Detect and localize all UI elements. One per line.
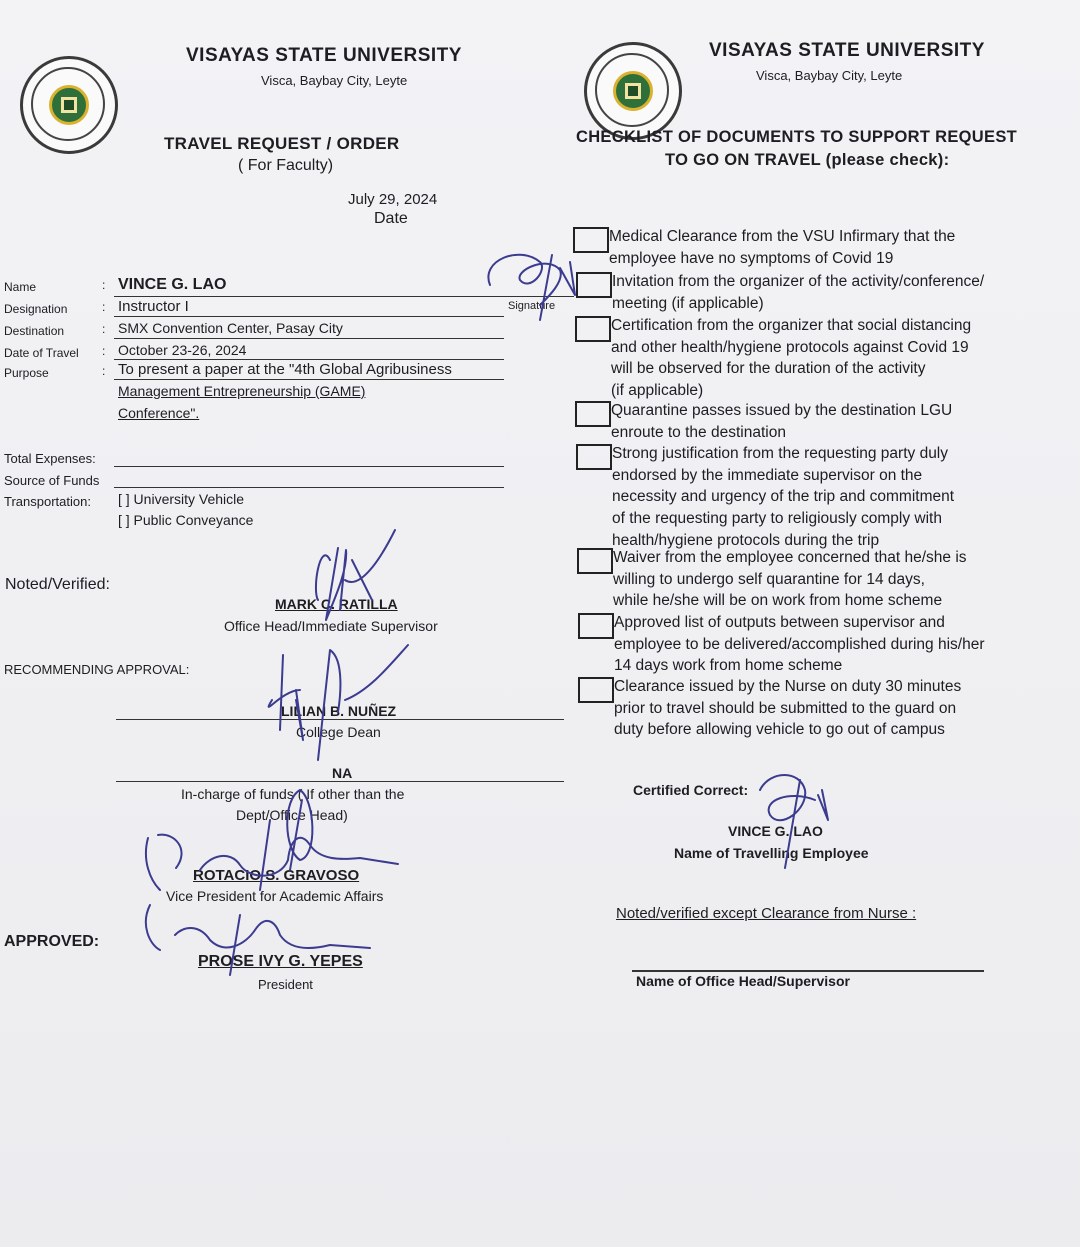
purpose-line-1: To present a paper at the "4th Global Agribusiness — [118, 361, 452, 378]
supervisor-name: MARK C. RATILLA — [275, 596, 398, 612]
destination-label: Destination — [4, 324, 65, 338]
dean-line — [116, 719, 564, 720]
purpose-underline — [114, 379, 504, 380]
designation-value: Instructor I — [118, 298, 189, 315]
transport-option-public-conveyance: [ ] Public Conveyance — [118, 512, 254, 528]
university-seal-right — [584, 42, 682, 140]
employee-name: VINCE G. LAO — [728, 823, 823, 839]
checklist-checkbox[interactable] — [578, 677, 614, 703]
checklist-item-text: employee to be delivered/accomplished during his/her — [614, 635, 985, 653]
checklist-item-text: Clearance issued by the Nurse on duty 30 minutes — [614, 678, 962, 695]
signature-funds-in-charge — [287, 790, 312, 870]
colon: : — [102, 322, 106, 336]
funds-line — [116, 781, 564, 782]
colon: : — [102, 364, 106, 378]
transportation-label: Transportation: — [4, 494, 91, 509]
dean-name: LILIAN B. NUÑEZ — [281, 703, 397, 719]
office-head-line — [632, 970, 984, 972]
signature-label: Signature — [508, 300, 556, 312]
checklist-item-text: willing to undergo self quarantine for 14 days, — [613, 570, 925, 588]
checklist-checkbox[interactable] — [573, 227, 609, 253]
checklist-item-text: endorsed by the immediate supervisor on the — [612, 466, 923, 484]
checklist-item-text: Waiver from the employee concerned that he/she is — [613, 549, 967, 566]
source-of-funds-label: Source of Funds — [4, 473, 100, 488]
checklist-item-text: while he/she will be on work from home scheme — [613, 592, 943, 610]
total-expenses-line — [114, 466, 504, 467]
colon: : — [102, 344, 106, 358]
dean-title: College Dean — [296, 724, 381, 740]
checklist-checkbox[interactable] — [577, 548, 613, 574]
destination-line — [114, 338, 504, 339]
recommending-approval-label: RECOMMENDING APPROVAL: — [4, 662, 190, 677]
university-name-left: VISAYAS STATE UNIVERSITY — [186, 45, 462, 66]
purpose-label: Purpose — [4, 366, 49, 380]
checklist-item-text: meeting (if applicable) — [612, 294, 764, 312]
certified-correct-label: Certified Correct: — [633, 782, 749, 798]
noted-except-label: Noted/verified except Clearance from Nurse : — [616, 905, 917, 922]
checklist-item-text: health/hygiene protocols during the trip — [612, 531, 880, 549]
president-name: PROSE IVY G. YEPES — [198, 953, 363, 970]
designation-line — [114, 316, 504, 317]
destination-value: SMX Convention Center, Pasay City — [118, 320, 343, 336]
name-label: Name — [4, 280, 37, 294]
checklist-item-text: Medical Clearance from the VSU Infirmary that the — [609, 228, 956, 245]
checklist-checkbox[interactable] — [578, 613, 614, 639]
transport-option-university-vehicle: [ ] University Vehicle — [118, 491, 245, 507]
university-seal-left — [20, 56, 118, 154]
president-title: President — [258, 977, 313, 992]
checklist-item-text: and other health/hygiene protocols against Covid 19 — [611, 338, 969, 356]
name-line — [114, 296, 574, 297]
university-address-left: Visca, Baybay City, Leyte — [261, 73, 408, 88]
source-of-funds-line — [114, 487, 504, 488]
checklist-item-text: enroute to the destination — [611, 423, 786, 441]
vp-title: Vice President for Academic Affairs — [166, 888, 384, 904]
purpose-line-2: Management Entrepreneurship (GAME) — [118, 383, 366, 399]
checklist-title-2: TO GO ON TRAVEL (please check): — [665, 151, 950, 169]
checklist-item-text: Strong justification from the requesting party duly — [612, 445, 949, 462]
designation-label: Designation — [4, 302, 68, 316]
university-name-right: VISAYAS STATE UNIVERSITY — [709, 40, 985, 61]
name-value: VINCE G. LAO — [118, 276, 227, 293]
checklist-item-text: employee have no symptoms of Covid 19 — [609, 249, 894, 267]
form-subtitle: ( For Faculty) — [238, 157, 334, 174]
colon: : — [102, 300, 106, 314]
checklist-item-text: Quarantine passes issued by the destination LGU — [611, 402, 953, 419]
university-address-right: Visca, Baybay City, Leyte — [756, 68, 903, 83]
employee-caption: Name of Travelling Employee — [674, 845, 869, 861]
colon: : — [102, 278, 106, 292]
office-head-caption: Name of Office Head/Supervisor — [636, 973, 850, 989]
funds-in-charge-value: NA — [332, 765, 353, 781]
checklist-item-text: (if applicable) — [611, 382, 704, 400]
checklist-item-text: Approved list of outputs between supervisor and — [614, 614, 945, 631]
checklist-item-text: Certification from the organizer that social distancing — [611, 317, 972, 334]
supervisor-title: Office Head/Immediate Supervisor — [224, 618, 438, 634]
checklist-title-1: CHECKLIST OF DOCUMENTS TO SUPPORT REQUEST — [576, 128, 1018, 146]
funds-label-1: In-charge of funds ( If other than the — [181, 786, 405, 802]
noted-verified-label: Noted/Verified: — [5, 576, 110, 593]
date-of-travel-label: Date of Travel — [4, 346, 79, 360]
purpose-line-3: Conference". — [118, 405, 200, 421]
form-title: TRAVEL REQUEST / ORDER — [164, 134, 400, 153]
checklist-item-text: will be observed for the duration of the activity — [611, 360, 926, 378]
checklist-checkbox[interactable] — [575, 401, 611, 427]
checklist-checkbox[interactable] — [576, 272, 612, 298]
total-expenses-label: Total Expenses: — [4, 451, 96, 466]
date-label: Date — [374, 210, 408, 227]
checklist-item-text: 14 days work from home scheme — [614, 657, 843, 675]
vp-name: ROTACIO S. GRAVOSO — [193, 867, 360, 884]
checklist-item-text: prior to travel should be submitted to the guard on — [614, 699, 957, 717]
request-date: July 29, 2024 — [348, 191, 438, 208]
funds-label-2: Dept/Office Head) — [236, 807, 348, 823]
checklist-item-text: duty before allowing vehicle to go out of campus — [614, 721, 945, 739]
checklist-checkbox[interactable] — [575, 316, 611, 342]
date-of-travel-line — [114, 359, 504, 360]
checklist-checkbox[interactable] — [576, 444, 612, 470]
checklist-item-text: Invitation from the organizer of the activity/conference/ — [612, 273, 985, 290]
checklist-item-text: of the requesting party to religiously comply with — [612, 510, 942, 528]
date-of-travel-value: October 23-26, 2024 — [118, 342, 247, 358]
checklist-item-text: necessity and urgency of the trip and commitment — [612, 488, 955, 506]
approved-label: APPROVED: — [4, 933, 100, 950]
